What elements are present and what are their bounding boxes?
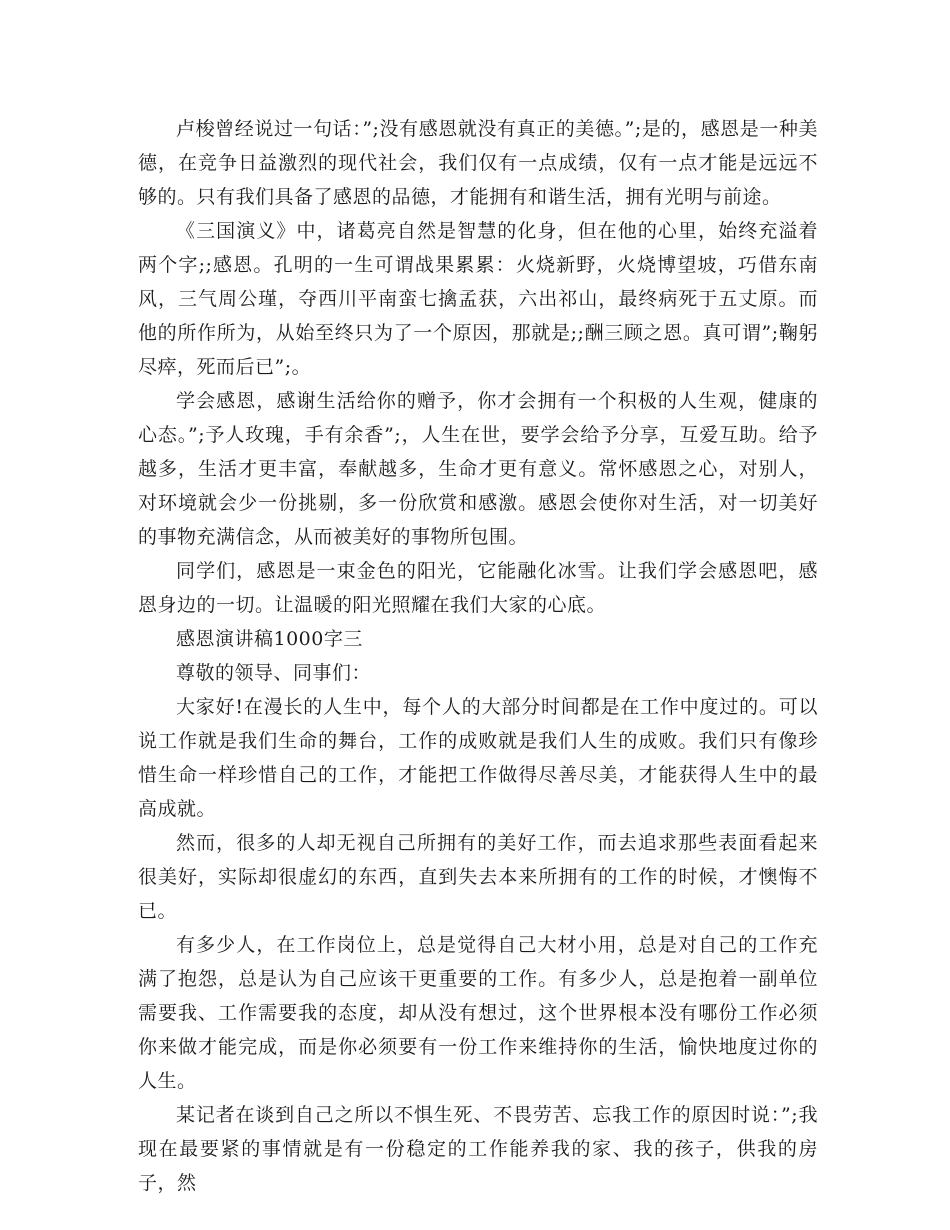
section-heading: 感恩演讲稿1000字三: [176, 628, 363, 650]
paragraph-classmates: 同学们，感恩是一束金色的阳光，它能融化冰雪。让我们学会感恩吧，感恩身边的一切。让温暖的阳光照耀在我们大家的心底。: [138, 560, 818, 616]
paragraph-ignore-work: 然而，很多的人却无视自己所拥有的美好工作，而去追求那些表面看起来很美好，实际却很虚幻的东西，直到失去本来所拥有的工作的时候，才懊悔不已。: [138, 832, 818, 922]
paragraph-learn-gratitude: 学会感恩，感谢生活给你的赠予，你才会拥有一个积极的人生观，健康的心态。”;予人玫瑰，手有余香”;，人生在世，要学会给予分享，互爱互助。给予越多，生活才更丰富，奉献越多，生命才更有意义。常怀感恩之心，对别人，对环境就会少一份挑剔，多一份欣赏和感激。感恩会使你对生活，对一切美好的事物充满信念，从而被美好的事物所包围。: [138, 390, 818, 548]
paragraph-reporter: 某记者在谈到自己之所以不惧生死、不畏劳苦、忘我工作的原因时说：”;我现在最要紧的事情就是有一份稳定的工作能养我的家、我的孩子，供我的房子，然: [138, 1104, 818, 1194]
paragraph-complaints: 有多少人，在工作岗位上，总是觉得自己大材小用，总是对自己的工作充满了抱怨，总是认为自己应该干更重要的工作。有多少人，总是抱着一副单位需要我、工作需要我的态度，却从没有想过，这个世界根本没有哪份工作必须你来做才能完成，而是你必须要有一份工作来维持你的生活，愉快地度过你的人生。: [138, 934, 818, 1092]
document-body: [138, 112, 818, 1200]
salutation: 尊敬的领导、同事们：: [176, 662, 372, 684]
paragraph-greeting-work: 大家好!在漫长的人生中，每个人的大部分时间都是在工作中度过的。可以说工作就是我们生命的舞台，工作的成败就是我们人生的成败。我们只有像珍惜生命一样珍惜自己的工作，才能把工作做得尽善尽美，才能获得人生中的最高成就。: [138, 696, 818, 820]
paragraph-rousseau-quote: 卢梭曾经说过一句话：”;没有感恩就没有真正的美德。”;是的，感恩是一种美德，在竞争日益激烈的现代社会，我们仅有一点成绩，仅有一点才能是远远不够的。只有我们具备了感恩的品德，才能拥有和谐生活，拥有光明与前途。: [138, 118, 818, 208]
paragraph-three-kingdoms: 《三国演义》中，诸葛亮自然是智慧的化身，但在他的心里，始终充溢着两个字;;感恩。孔明的一生可谓战果累累：火烧新野，火烧博望坡，巧借东南风，三气周公瑾，夺西川平南蛮七擒孟获，六出祁山，最终病死于五丈原。而他的所作所为，从始至终只为了一个原因，那就是;;酬三顾之恩。真可谓”;鞠躬尽瘁，死而后已”;。: [138, 220, 818, 378]
